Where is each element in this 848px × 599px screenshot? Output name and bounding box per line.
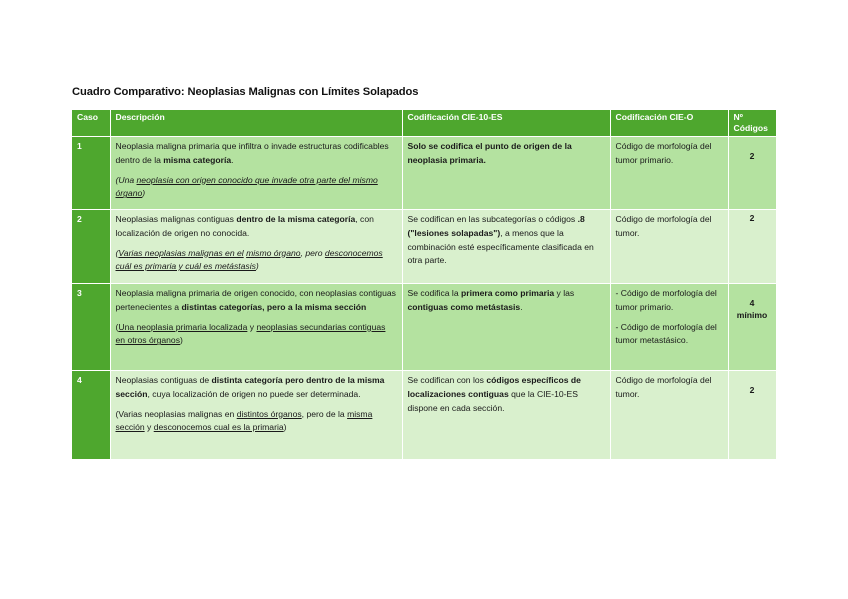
cieo-cell: Código de morfología del tumor primario.	[610, 137, 728, 210]
table-row	[72, 371, 776, 459]
case-number: 3	[72, 284, 110, 371]
num-codigos-cell: 2	[728, 137, 776, 210]
num-qualifier: mínimo	[736, 309, 768, 320]
cieo-line-primary: - Código de morfología del tumor primario.	[615, 288, 717, 312]
header-num-line2: Códigos	[733, 122, 768, 133]
case-number: 4	[72, 371, 110, 459]
description-cell	[110, 371, 402, 459]
description-note: (Una neoplasia con origen conocido que invade otra parte del mismo órgano)	[115, 174, 378, 199]
comparison-table	[72, 110, 777, 459]
cie10-cell: Se codifica la primera como primaria y las contiguas como metástasis.	[402, 284, 610, 371]
header-cie10: Codificación CIE-10-ES	[402, 110, 610, 137]
cieo-cell	[610, 284, 728, 371]
description-text: Neoplasia maligna primaria que infiltra o invade estructuras codificables dentro de la misma categoría.	[115, 141, 389, 165]
description-cell	[110, 210, 402, 284]
header-num-codigos	[728, 110, 776, 137]
description-note: (Varias neoplasias malignas en el mismo órgano, pero desconocemos cuál es primaria y cuál es metástasis)	[115, 247, 383, 272]
num-codigos-cell: 2	[728, 371, 776, 459]
cie10-cell: Solo se codifica el punto de origen de la neoplasia primaria.	[402, 137, 610, 210]
header-caso: Caso	[72, 110, 110, 137]
table-row	[72, 137, 776, 210]
cieo-cell: Código de morfología del tumor.	[610, 371, 728, 459]
cie10-cell: Se codifican con los códigos específicos de localizaciones contiguas que la CIE-10-ES dispone en cada sección.	[402, 371, 610, 459]
cieo-cell: Código de morfología del tumor.	[610, 210, 728, 284]
header-cieo: Codificación CIE-O	[610, 110, 728, 137]
header-num-line1: Nº	[733, 112, 743, 122]
description-text: Neoplasia maligna primaria de origen conocido, con neoplasias contiguas pertenecientes a distintas categorías, pero a la misma sección	[115, 288, 396, 312]
page-title: Cuadro Comparativo: Neoplasias Malignas con Límites Solapados	[72, 86, 419, 98]
description-text: Neoplasias malignas contiguas dentro de la misma categoría, con localización de origen no conocida.	[115, 214, 374, 238]
description-cell	[110, 284, 402, 371]
description-cell	[110, 137, 402, 210]
header-descripcion: Descripción	[110, 110, 402, 137]
num-codigos-cell	[728, 284, 776, 371]
case-number: 2	[72, 210, 110, 284]
num-codigos-cell: 2	[728, 210, 776, 284]
case-number: 1	[72, 137, 110, 210]
description-note: (Varias neoplasias malignas en distintos órganos, pero de la misma sección y desconocemos cual es la primaria)	[115, 408, 373, 433]
num-value: 4	[749, 298, 755, 308]
cieo-line-metastatic: - Código de morfología del tumor metastásico.	[615, 321, 717, 346]
table-row	[72, 210, 776, 284]
cie10-cell: Se codifican en las subcategorías o códigos .8 ("lesiones solapadas"), a menos que la combinación esté específicamente clasificada en otra parte.	[402, 210, 610, 284]
description-text: Neoplasias contiguas de distinta categoría pero dentro de la misma sección, cuya localización de origen no puede ser determinada.	[115, 375, 385, 399]
description-note: (Una neoplasia primaria localizada y neoplasias secundarias contiguas en otros órganos)	[115, 321, 386, 346]
table-row	[72, 284, 776, 371]
table-header-row	[72, 110, 776, 137]
